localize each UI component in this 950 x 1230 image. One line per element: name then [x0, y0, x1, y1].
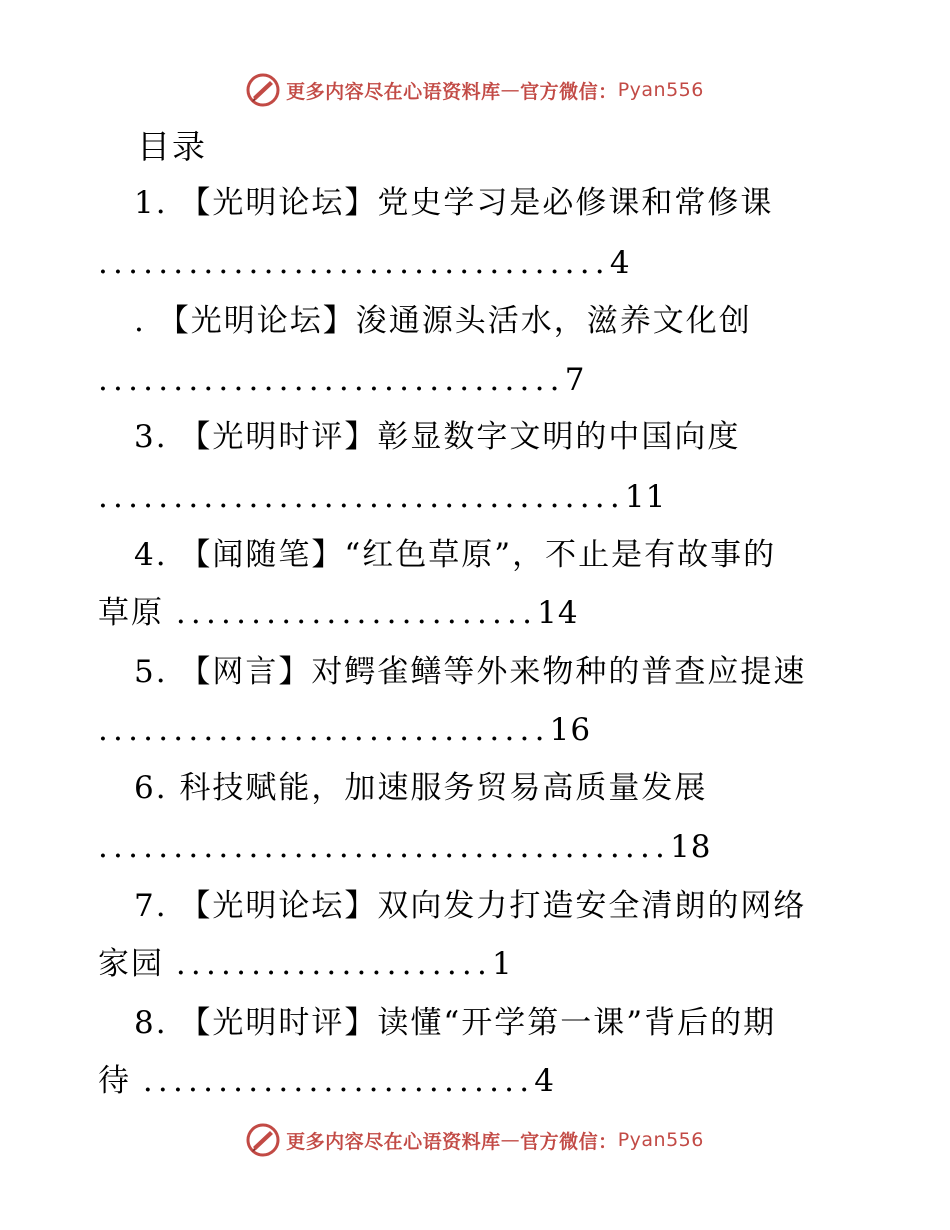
toc-entry-leader — [98, 357, 585, 403]
leader-dots: ...................................... — [98, 829, 671, 865]
footer-separator: — — [500, 1129, 521, 1151]
site-logo-icon — [246, 1123, 280, 1157]
header-banner — [0, 70, 950, 110]
title-continuation: 待 — [98, 1063, 131, 1099]
toc-entry-title[interactable]: 7. 【光明论坛】双向发力打造安全清朗的网络 — [134, 888, 807, 924]
title-continuation: 草原 — [98, 595, 164, 631]
leader-dots: ..................... — [175, 946, 492, 982]
header-official-label: 官方微信： — [520, 80, 618, 103]
page-number: 18 — [670, 829, 712, 865]
page-number: 11 — [624, 479, 667, 515]
toc-entry-continuation — [98, 941, 513, 987]
title-continuation: 家园 — [98, 946, 164, 982]
toc-entry-title[interactable]: 3. 【光明时评】彰显数字文明的中国向度 — [134, 419, 741, 455]
page-number: 4 — [609, 245, 631, 281]
footer-account-id: Pyan556 — [617, 1129, 704, 1151]
toc-entry-title[interactable]: 6. 科技赋能，加速服务贸易高质量发展 — [134, 770, 708, 806]
toc-entry-continuation — [98, 1058, 555, 1104]
toc-entry-leader — [98, 474, 666, 520]
toc-entry-leader — [98, 707, 591, 753]
leader-dots: .................................. — [98, 245, 610, 281]
page-number: 14 — [537, 595, 579, 631]
leader-dots: .......................... — [142, 1063, 535, 1099]
toc-entry-title[interactable]: . 【光明论坛】浚通源头活水，滋养文化创 — [134, 303, 752, 339]
toc-entry-title[interactable]: 1. 【光明论坛】党史学习是必修课和常修课 — [134, 185, 774, 221]
footer-official-label: 官方微信： — [520, 1130, 618, 1153]
toc-heading: 目录 — [137, 127, 207, 166]
leader-dots: ................................... — [98, 479, 625, 515]
leader-dots: ........................ — [175, 595, 538, 631]
toc-entry-title[interactable]: 8. 【光明时评】读懂“开学第一课”背后的期 — [134, 1005, 777, 1041]
footer-site-text: 更多内容尽在心语资料库 — [286, 1130, 501, 1153]
header-site-text: 更多内容尽在心语资料库 — [286, 80, 501, 103]
page-number: 4 — [534, 1063, 555, 1099]
leader-dots: .............................. — [98, 712, 550, 748]
page-number: 1 — [492, 946, 513, 982]
toc-entry-continuation — [98, 590, 579, 636]
toc-entry-title[interactable]: 5. 【网言】对鳄雀鳝等外来物种的普查应提速 — [134, 654, 807, 690]
footer-banner — [0, 1120, 950, 1160]
header-account-id: Pyan556 — [617, 79, 704, 101]
page-number: 16 — [549, 712, 592, 748]
toc-entry-leader — [98, 824, 712, 870]
leader-dots: ............................... — [98, 362, 565, 398]
site-logo-icon — [246, 73, 280, 107]
page-number: 7 — [564, 362, 586, 398]
toc-entry-leader — [98, 240, 631, 286]
toc-entry-title[interactable]: 4. 【闻随笔】“红色草原”，不止是有故事的 — [134, 537, 777, 573]
header-separator: — — [500, 79, 521, 101]
